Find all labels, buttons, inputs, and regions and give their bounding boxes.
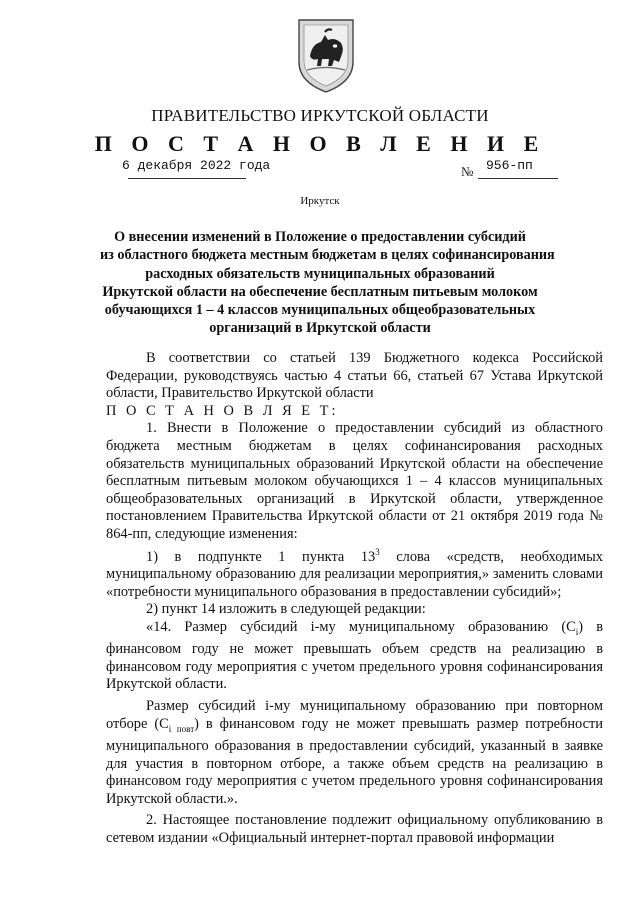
point-14-2-text-a: Размер субсидий i-му муниципальному образованию при повторном отборе (C — [106, 697, 603, 732]
subitem-1-text-a: 1) в подпункте 1 пункта 13 — [146, 548, 376, 565]
point-14-subscript: i — [575, 626, 579, 637]
title-line: О внесении изменений в Положение о предоставлении субсидий — [114, 229, 526, 245]
resolves-heading: П О С Т А Н О В Л Я Е Т: — [106, 402, 339, 419]
date-underline — [128, 178, 246, 179]
document-body — [106, 350, 603, 848]
number-sign: № — [461, 164, 474, 179]
government-name: ПРАВИТЕЛЬСТВО ИРКУТСКОЙ ОБЛАСТИ — [151, 106, 489, 125]
title-line: организаций в Иркутской области — [209, 320, 431, 337]
point-14-2-text-b: ) в финансовом году не может превышать размер потребности муниципального образования в предоставлении субсидий, указанный в заявке для участия в повторном отборе, а также объем средств на реализацию в финансовом году мероприятия с учетом предельного уровня софинансирования Иркутской области.». — [106, 715, 603, 807]
city: Иркутск — [300, 195, 340, 207]
subitem-2-paragraph: 2) пункт 14 изложить в следующей редакции: — [146, 601, 426, 618]
document-number: 956-пп — [486, 158, 533, 173]
subitem-1-superscript: 3 — [375, 546, 380, 557]
item-2-paragraph: 2. Настоящее постановление подлежит официальному опубликованию в сетевом издании «Официальный интернет-портал правовой информации — [106, 812, 603, 846]
point-14-paragraph — [106, 619, 603, 694]
title-line: из областного бюджета местным бюджетам в целях софинансирования — [100, 247, 555, 264]
subitem-1-paragraph — [106, 544, 603, 602]
coat-of-arms-icon — [295, 18, 357, 94]
document-type: П О С Т А Н О В Л Е Н И Е — [94, 131, 546, 156]
point-14-text-a: «14. Размер субсидий i-му муниципальному образованию (C — [146, 618, 576, 635]
subitem-1-text-b: слова «средств, необходимых муниципальному образованию для реализации мероприятия,» заменить словами «потребности муниципального образования в предоставлении субсидий»; — [106, 548, 603, 600]
document-title — [100, 228, 555, 338]
point-14-second-paragraph — [106, 698, 603, 808]
title-line: Иркутской области на обеспечение бесплатным питьевым молоком — [102, 283, 538, 300]
item-1-paragraph: 1. Внести в Положение о предоставлении субсидий из областного бюджета местным бюджетам в целях софинансирования расходных обязательств муниципальных образований Иркутской области на обеспечение бесплатным питьевым молоком обучающихся 1 – 4 классов муниципальных общеобразовательных организаций в Иркутской области, утвержденное постановлением Правительства Иркутской области от 21 октября 2019 года № 864-пп, следующие изменения: — [106, 420, 603, 542]
title-line: обучающихся 1 – 4 классов муниципальных общеобразовательных — [104, 302, 536, 319]
document-date: 6 декабря 2022 года — [122, 158, 271, 173]
title-line: расходных обязательств муниципальных образований — [145, 265, 495, 282]
point-14-text-b: ) в финансовом году не может превышать объем средств на реализацию в финансовом году мероприятия с учетом предельного уровня софинансирования Иркутской области. — [106, 618, 604, 693]
preamble-paragraph: В соответствии со статьей 139 Бюджетного кодекса Российской Федерации, руководствуясь частью 4 статьи 66, статьей 67 Устава Иркутской области, Правительство Иркутской области — [106, 350, 603, 402]
number-underline — [478, 178, 558, 179]
point-14-2-subscript: i повт — [168, 723, 195, 734]
